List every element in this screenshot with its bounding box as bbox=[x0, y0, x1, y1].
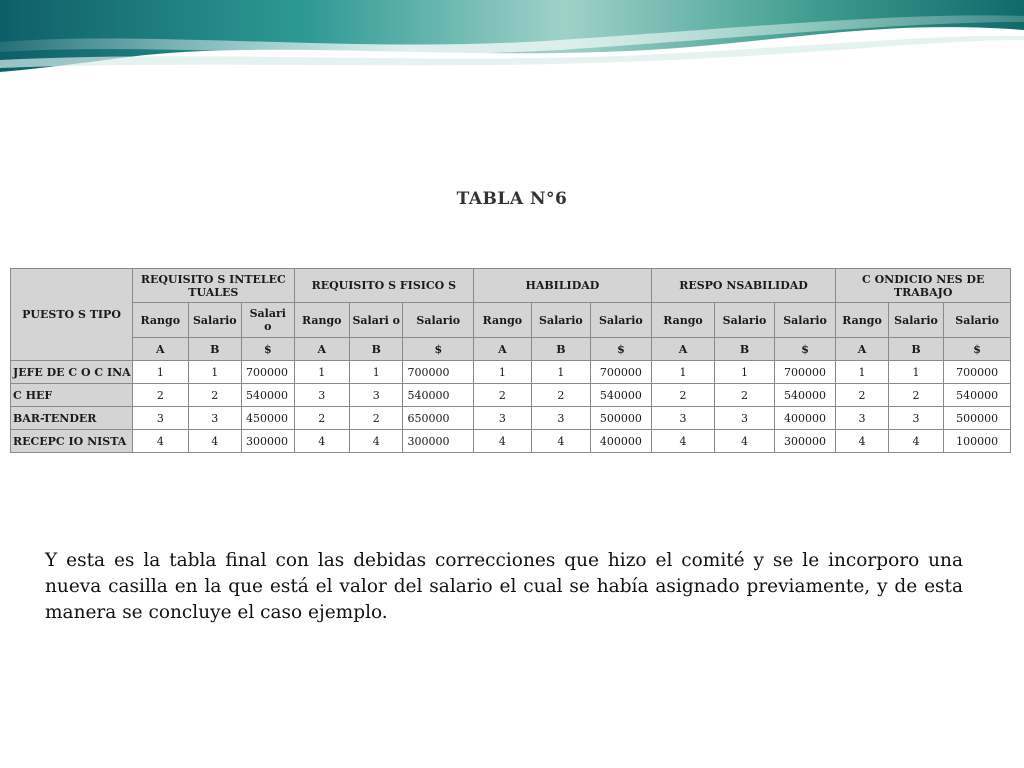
table-cell: 3 bbox=[294, 384, 349, 407]
sub-header: Salari o bbox=[242, 303, 294, 338]
group-header: HABILIDAD bbox=[474, 269, 652, 303]
table-cell: 650000 bbox=[403, 407, 474, 430]
table-cell: 450000 bbox=[242, 407, 294, 430]
table-cell: 2 bbox=[188, 384, 241, 407]
table-cell: 1 bbox=[294, 361, 349, 384]
table-cell: 700000 bbox=[403, 361, 474, 384]
table-row bbox=[11, 384, 1011, 407]
code-header: B bbox=[531, 338, 591, 361]
table-cell: 540000 bbox=[242, 384, 294, 407]
code-header: A bbox=[474, 338, 532, 361]
table-cell: 3 bbox=[188, 407, 241, 430]
code-header: A bbox=[133, 338, 188, 361]
row-label: JEFE DE C O C INA bbox=[11, 361, 133, 384]
table-cell: 1 bbox=[888, 361, 943, 384]
sub-header: Salario bbox=[531, 303, 591, 338]
table-cell: 1 bbox=[651, 361, 715, 384]
table-cell: 700000 bbox=[944, 361, 1011, 384]
sub-header: Salario bbox=[944, 303, 1011, 338]
table-cell: 1 bbox=[715, 361, 775, 384]
table-row bbox=[11, 407, 1011, 430]
sub-header: Rango bbox=[294, 303, 349, 338]
table-cell: 1 bbox=[188, 361, 241, 384]
group-header: RESPO NSABILIDAD bbox=[651, 269, 836, 303]
sub-header: Rango bbox=[651, 303, 715, 338]
table-cell: 4 bbox=[474, 430, 532, 453]
table-cell: 2 bbox=[651, 384, 715, 407]
sub-header: Salari o bbox=[349, 303, 402, 338]
job-evaluation-table bbox=[10, 268, 1011, 453]
table-cell: 2 bbox=[349, 407, 402, 430]
table-cell: 1 bbox=[531, 361, 591, 384]
table-cell: 4 bbox=[651, 430, 715, 453]
table-cell: 4 bbox=[715, 430, 775, 453]
table-cell: 2 bbox=[133, 384, 188, 407]
group-header: C ONDICIO NES DE TRABAJO bbox=[836, 269, 1011, 303]
table-cell: 1 bbox=[836, 361, 888, 384]
table-cell: 540000 bbox=[403, 384, 474, 407]
table-cell: 2 bbox=[836, 384, 888, 407]
group-header: REQUISITO S FISICO S bbox=[294, 269, 474, 303]
table-row bbox=[11, 361, 1011, 384]
table-cell: 2 bbox=[715, 384, 775, 407]
table-cell: 540000 bbox=[944, 384, 1011, 407]
table-cell: 1 bbox=[474, 361, 532, 384]
table-cell: 3 bbox=[349, 384, 402, 407]
table-cell: 400000 bbox=[591, 430, 652, 453]
table-cell: 3 bbox=[133, 407, 188, 430]
code-header: $ bbox=[774, 338, 836, 361]
row-label: BAR-TENDER bbox=[11, 407, 133, 430]
sub-header: Salario bbox=[591, 303, 652, 338]
table-cell: 4 bbox=[349, 430, 402, 453]
table-cell: 2 bbox=[294, 407, 349, 430]
table-cell: 300000 bbox=[242, 430, 294, 453]
table-cell: 4 bbox=[888, 430, 943, 453]
group-header: REQUISITO S INTELEC TUALES bbox=[133, 269, 294, 303]
table-cell: 500000 bbox=[591, 407, 652, 430]
code-header: B bbox=[715, 338, 775, 361]
code-header: A bbox=[294, 338, 349, 361]
table-cell: 4 bbox=[294, 430, 349, 453]
table-cell: 700000 bbox=[591, 361, 652, 384]
table-cell: 3 bbox=[888, 407, 943, 430]
table-title: TABLA N°6 bbox=[456, 189, 568, 209]
sub-header: Rango bbox=[133, 303, 188, 338]
table-cell: 4 bbox=[133, 430, 188, 453]
row-label: RECEPC IO NISTA bbox=[11, 430, 133, 453]
table-cell: 500000 bbox=[944, 407, 1011, 430]
table-cell: 700000 bbox=[242, 361, 294, 384]
code-header: B bbox=[888, 338, 943, 361]
code-header: B bbox=[188, 338, 241, 361]
table-cell: 100000 bbox=[944, 430, 1011, 453]
code-header: $ bbox=[944, 338, 1011, 361]
table-cell: 3 bbox=[531, 407, 591, 430]
sub-header: Salario bbox=[888, 303, 943, 338]
table-cell: 1 bbox=[133, 361, 188, 384]
sub-header: Rango bbox=[836, 303, 888, 338]
table-cell: 300000 bbox=[774, 430, 836, 453]
code-header: $ bbox=[591, 338, 652, 361]
sub-header: Salario bbox=[403, 303, 474, 338]
table-cell: 400000 bbox=[774, 407, 836, 430]
table-cell: 3 bbox=[836, 407, 888, 430]
table-cell: 2 bbox=[531, 384, 591, 407]
table-cell: 300000 bbox=[403, 430, 474, 453]
code-header: A bbox=[651, 338, 715, 361]
sub-header: Salario bbox=[715, 303, 775, 338]
header-wave-decoration bbox=[0, 0, 1024, 80]
table-cell: 4 bbox=[531, 430, 591, 453]
table-cell: 700000 bbox=[774, 361, 836, 384]
table-row bbox=[11, 430, 1011, 453]
sub-header: Rango bbox=[474, 303, 532, 338]
code-header: B bbox=[349, 338, 402, 361]
table-cell: 2 bbox=[888, 384, 943, 407]
code-header: $ bbox=[242, 338, 294, 361]
table-cell: 1 bbox=[349, 361, 402, 384]
table-cell: 3 bbox=[474, 407, 532, 430]
corner-header: PUESTO S TIPO bbox=[11, 269, 133, 361]
table-cell: 4 bbox=[836, 430, 888, 453]
body-paragraph: Y esta es la tabla final con las debidas correcciones que hizo el comité y se le incorporo una nueva casilla en la que está el valor del salario el cual se había asignado previamente, y de esta manera se concluye el caso ejemplo. bbox=[45, 549, 963, 623]
table-cell: 540000 bbox=[774, 384, 836, 407]
code-header: $ bbox=[403, 338, 474, 361]
sub-header: Salario bbox=[188, 303, 241, 338]
table-cell: 2 bbox=[474, 384, 532, 407]
table-cell: 4 bbox=[188, 430, 241, 453]
table-cell: 3 bbox=[715, 407, 775, 430]
table-cell: 540000 bbox=[591, 384, 652, 407]
sub-header: Salario bbox=[774, 303, 836, 338]
row-label: C HEF bbox=[11, 384, 133, 407]
table-cell: 3 bbox=[651, 407, 715, 430]
code-header: A bbox=[836, 338, 888, 361]
